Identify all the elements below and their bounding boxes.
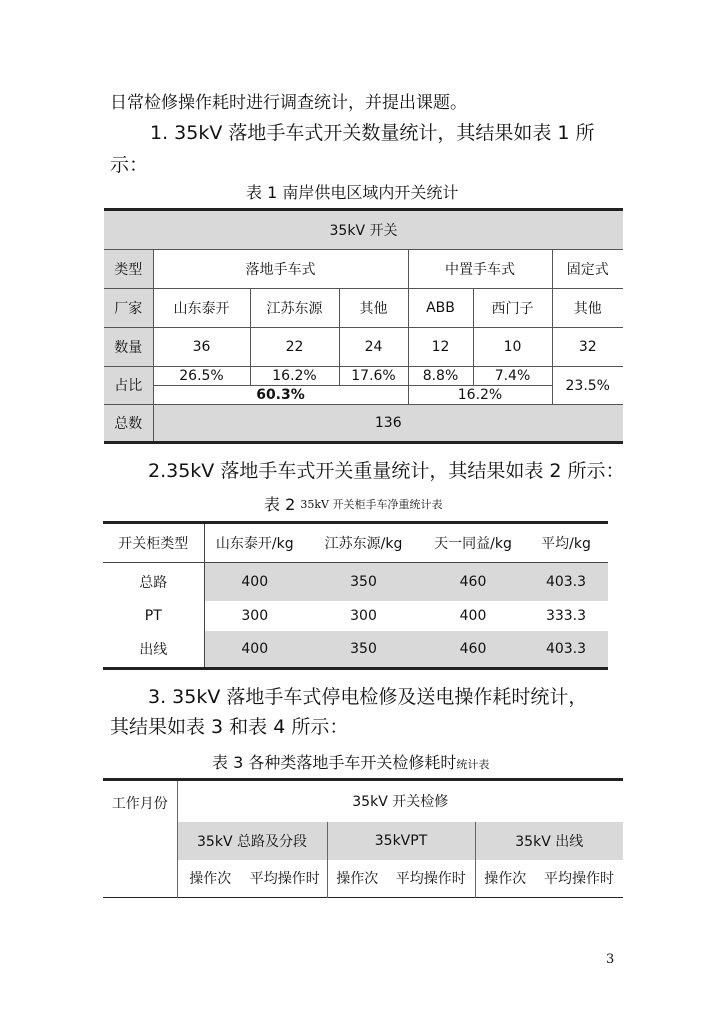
group-share-floor: 60.3% bbox=[153, 386, 408, 405]
quantity-cell: 32 bbox=[552, 328, 623, 367]
subheader-cell: 操作次 bbox=[336, 871, 379, 888]
row-label-share: 占比 bbox=[104, 367, 153, 405]
row-label-maker: 厂家 bbox=[104, 289, 153, 328]
subheader-cell: 平均操作时 bbox=[387, 860, 475, 898]
table2-row-type: 出线 bbox=[103, 631, 204, 669]
table2-cell: 300 bbox=[350, 607, 377, 624]
maker-cell: 其他 bbox=[339, 289, 408, 328]
table2-cell: 350 bbox=[305, 631, 422, 669]
quantity-cell: 10 bbox=[473, 328, 552, 367]
table2-header: 江苏东源/kg bbox=[305, 523, 422, 563]
table2-header: 山东泰开/kg bbox=[204, 523, 305, 563]
maker-cell: 江苏东源 bbox=[250, 289, 339, 328]
group-header-outgoing: 35kV 出线 bbox=[475, 822, 623, 860]
section2-heading: 2.35kV 落地手车式开关重量统计，其结果如表 2 所示： bbox=[148, 460, 625, 482]
share-cell: 16.2% bbox=[250, 367, 339, 386]
quantity-cell: 24 bbox=[339, 328, 408, 367]
table2-header: 平均/kg bbox=[524, 523, 608, 563]
maker-cell: 其他 bbox=[552, 289, 623, 328]
row-label-total: 总数 bbox=[104, 405, 153, 443]
row-label-quantity: 数量 bbox=[104, 328, 153, 367]
table2-header: 开关柜类型 bbox=[103, 523, 204, 563]
type-mid-trolley: 中置手车式 bbox=[408, 250, 552, 289]
table1-caption: 表 1 南岸供电区域内开关统计 bbox=[246, 183, 459, 202]
table3-caption-small: 统计表 bbox=[456, 758, 490, 771]
section3-line1: 3. 35kV 落地手车式停电检修及送电操作耗时统计， bbox=[148, 686, 588, 708]
group-share-mid: 16.2% bbox=[408, 386, 552, 405]
work-month-header: 工作月份 bbox=[103, 780, 177, 898]
table3-caption-main: 表 3 各种类落地手车开关检修耗时 bbox=[212, 753, 457, 772]
subheader-cell: 操作次 bbox=[189, 871, 232, 888]
table3-title: 35kV 开关检修 bbox=[352, 794, 449, 811]
quantity-cell: 36 bbox=[153, 328, 250, 367]
type-fixed: 固定式 bbox=[552, 250, 623, 289]
quantity-cell: 12 bbox=[408, 328, 473, 367]
table2-caption-main: 表 2 bbox=[264, 495, 296, 514]
intro-paragraph: 日常检修操作耗时进行调查统计，并提出课题。 bbox=[110, 93, 467, 113]
table2-cell: 403.3 bbox=[524, 631, 608, 669]
maintenance-time-table bbox=[103, 778, 623, 898]
maker-cell: 山东泰开 bbox=[153, 289, 250, 328]
table2-caption bbox=[264, 492, 442, 515]
table2-cell: 400 bbox=[204, 563, 305, 601]
group-header-main: 35kV 总路及分段 bbox=[177, 822, 327, 860]
share-cell: 7.4% bbox=[473, 367, 552, 386]
table2-cell: 460 bbox=[422, 563, 524, 601]
share-cell: 17.6% bbox=[339, 367, 408, 386]
table2-cell: 350 bbox=[305, 563, 422, 601]
quantity-cell: 22 bbox=[250, 328, 339, 367]
page-number: 3 bbox=[606, 952, 615, 967]
total-cell: 136 bbox=[153, 405, 623, 443]
table3-caption bbox=[212, 750, 489, 773]
type-floor-trolley: 落地手车式 bbox=[153, 250, 408, 289]
table2-header: 天一同益/kg bbox=[422, 523, 524, 563]
weight-table bbox=[103, 521, 608, 670]
table2-cell: 400 bbox=[204, 631, 305, 669]
row-label-type: 类型 bbox=[104, 250, 153, 289]
share-cell: 26.5% bbox=[153, 367, 250, 386]
share-cell: 23.5% bbox=[552, 367, 623, 405]
table2-caption-small: 35kV 开关柜手车净重统计表 bbox=[300, 498, 443, 511]
table2-cell: 333.3 bbox=[545, 607, 587, 624]
table2-cell: 460 bbox=[422, 631, 524, 669]
subheader-cell: 平均操作时 bbox=[544, 871, 614, 888]
table2-cell: 300 bbox=[241, 607, 269, 624]
table2-cell: 403.3 bbox=[524, 563, 608, 601]
section1-line2: 示： bbox=[110, 154, 149, 176]
table2-row-type: 总路 bbox=[103, 563, 204, 601]
section1-line1: 1. 35kV 落地手车式开关数量统计，其结果如表 1 所 bbox=[150, 122, 595, 144]
maker-cell: ABB bbox=[408, 289, 473, 328]
group-header-pt: 35kVPT bbox=[327, 822, 475, 860]
table2-row-type: PT bbox=[103, 601, 204, 631]
subheader-cell: 平均操作时 bbox=[243, 860, 327, 898]
maker-cell: 西门子 bbox=[473, 289, 552, 328]
table1-title: 35kV 开关 bbox=[104, 210, 623, 250]
table2-cell: 400 bbox=[459, 607, 487, 624]
subheader-cell: 操作次 bbox=[484, 871, 527, 888]
share-cell: 8.8% bbox=[408, 367, 473, 386]
section3-line2: 其结果如表 3 和表 4 所示： bbox=[110, 716, 349, 738]
switch-count-table bbox=[104, 208, 623, 444]
